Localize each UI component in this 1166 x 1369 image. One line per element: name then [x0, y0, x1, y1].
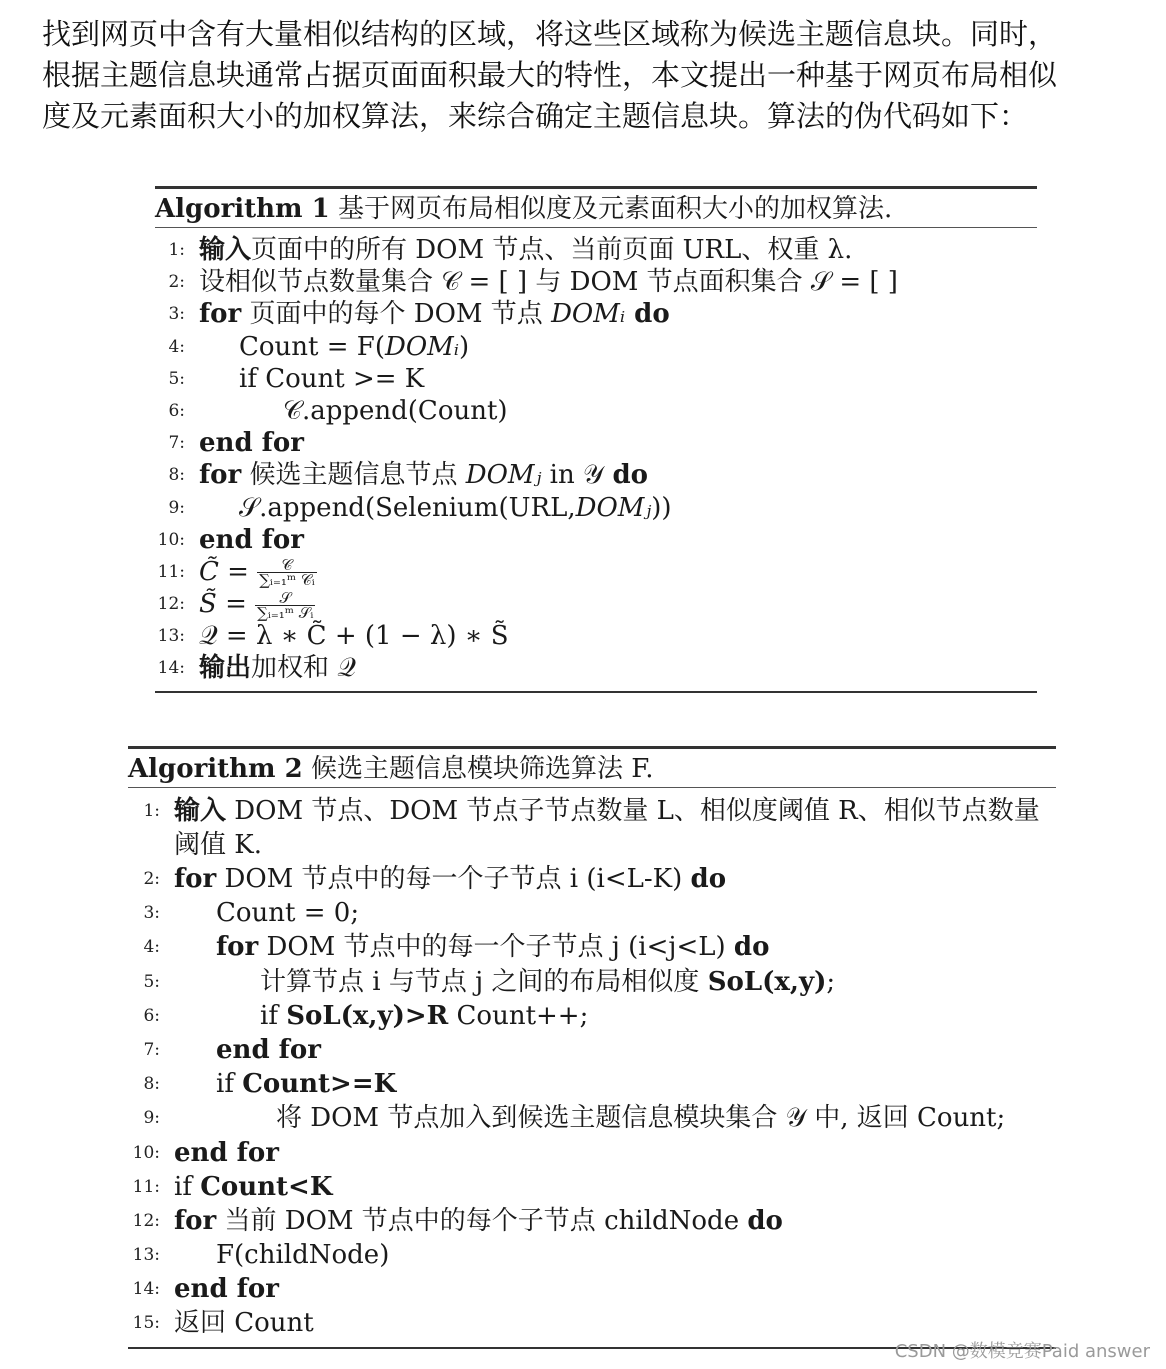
line-text: 𝒬 = λ ∗ C̃ + (1 − λ) ∗ S̃: [199, 621, 509, 652]
keyword: end for: [199, 524, 304, 555]
line-number: 12:: [157, 594, 185, 615]
line-text: 将 DOM 节点加入到候选主题信息模块集合 𝒴 中, 返回 Count;: [276, 1103, 1006, 1134]
keyword: end for: [199, 428, 304, 459]
line-number: 13:: [157, 626, 185, 647]
line-text: 当前 DOM 节点中的每个子节点 childNode: [216, 1205, 748, 1236]
line-text: 页面中的每个 DOM 节点: [241, 299, 552, 330]
algo-line: [155, 524, 1037, 556]
algo-line: [155, 492, 1037, 524]
line-number: 6:: [168, 400, 185, 421]
fraction: [257, 556, 317, 590]
line-number: 10:: [157, 529, 185, 550]
line-number: 1:: [168, 240, 185, 260]
line-text: F(childNode): [216, 1240, 390, 1271]
keyword: do: [747, 1205, 783, 1236]
algo-line: [128, 1306, 1056, 1340]
line-text: 加权和 𝒬: [251, 653, 356, 684]
algo-line: [128, 1238, 1056, 1272]
line-number: 7:: [168, 433, 185, 454]
algo-line: [128, 896, 1056, 930]
line-text: 𝒮.append(Selenium(URL,: [239, 492, 576, 523]
algo-line: [128, 862, 1056, 896]
line-number: 9:: [168, 497, 185, 518]
algo-line: [155, 588, 1037, 620]
line-number: 4:: [143, 937, 160, 958]
algo-line: [128, 1204, 1056, 1238]
intro-line: 根据主题信息块通常占据页面面积最大的特性，本文提出一种基于网页布局相似: [42, 58, 1058, 92]
algo-line: [155, 395, 1037, 427]
algorithm-label: Algorithm 1: [155, 194, 330, 224]
fraction: [255, 588, 315, 622]
line-number: 2:: [168, 272, 185, 293]
line-text: [174, 794, 1054, 862]
watermark: CSDN @数模竞赛Paid answer: [894, 1341, 1150, 1362]
algo-line: [155, 556, 1037, 588]
keyword: SoL(x,y)>R: [286, 1000, 449, 1031]
numerator: 𝒞: [257, 558, 317, 573]
algorithm-title: 基于网页布局相似度及元素面积大小的加权算法.: [337, 194, 893, 224]
algo-line: [128, 1272, 1056, 1306]
formula-lhs: C̃ =: [199, 556, 249, 587]
algo-line: [128, 794, 1056, 862]
variable: DOMᵢ: [551, 299, 626, 330]
line-text: DOM 节点、DOM 节点子节点数量 L、相似度阈值 R、相似节点数量阈值 K.: [174, 796, 1040, 860]
algo-line: [155, 234, 1037, 266]
formula-lhs: S̃ =: [199, 589, 247, 620]
intro-line: 找到网页中含有大量相似结构的区域，将这些区域称为候选主题信息块。同时，: [42, 17, 1058, 51]
line-number: 8:: [168, 465, 185, 486]
variable: DOMᵢ: [384, 331, 459, 362]
line-text: 𝒞.append(Count): [283, 395, 508, 426]
keyword: for: [174, 1205, 217, 1236]
variable: DOMⱼ: [465, 460, 542, 491]
denominator: ∑ᵢ₌₁ᵐ 𝒞ᵢ: [259, 571, 315, 590]
algo-line: [155, 298, 1037, 330]
algo-line: [128, 965, 1056, 999]
line-number: 11:: [132, 1176, 160, 1197]
algo-line: [128, 1067, 1056, 1101]
line-number: 5:: [168, 368, 185, 389]
algorithm-2-box: [128, 746, 1056, 1349]
algorithm-2-lines: [128, 788, 1056, 1347]
keyword: for: [199, 299, 242, 330]
line-text: ;: [826, 966, 836, 997]
line-text: 返回 Count: [174, 1308, 314, 1339]
algorithm-title: 候选主题信息模块筛选算法 F.: [310, 754, 654, 784]
line-text: DOM 节点中的每一个子节点 j (i<j<L): [258, 932, 734, 963]
keyword: end for: [174, 1274, 279, 1305]
algorithm-label: Algorithm 2: [128, 754, 303, 784]
numerator: 𝒮: [255, 591, 315, 606]
intro-paragraph: [42, 14, 1152, 137]
line-number: 1:: [143, 801, 160, 821]
keyword: Count<K: [200, 1171, 333, 1202]
line-text: ): [459, 331, 470, 362]
algo-line: [155, 427, 1037, 459]
intro-line: 度及元素面积大小的加权算法，来综合确定主题信息块。算法的伪代码如下：: [42, 99, 1029, 133]
line-number: 9:: [143, 1108, 160, 1129]
line-number: 5:: [143, 971, 160, 992]
algo-line: [128, 930, 1056, 964]
line-number: 12:: [132, 1210, 160, 1231]
line-number: 14:: [132, 1279, 160, 1300]
keyword: for: [216, 932, 259, 963]
keyword: end for: [174, 1137, 279, 1168]
line-number: 4:: [168, 336, 185, 357]
keyword: do: [603, 460, 648, 491]
algorithm-2-heading: [128, 749, 1056, 787]
algo-line: [155, 363, 1037, 395]
keyword: do: [690, 864, 727, 894]
keyword: Count>=K: [242, 1069, 397, 1100]
keyword: do: [625, 299, 670, 330]
keyword: end for: [216, 1034, 321, 1065]
line-text: 页面中的所有 DOM 节点、当前页面 URL、权重 λ.: [251, 235, 853, 265]
line-text: in 𝒴: [541, 460, 604, 491]
line-text: )): [651, 492, 672, 523]
line-text: if: [260, 1000, 287, 1031]
line-text: 计算节点 i 与节点 j 之间的布局相似度: [260, 966, 708, 997]
line-number: 2:: [143, 869, 160, 889]
keyword: 输入: [174, 796, 227, 826]
line-number: 3:: [168, 304, 185, 325]
keyword: for: [199, 460, 242, 491]
keyword: 输入: [199, 235, 252, 265]
line-text: Count = 0;: [216, 898, 360, 929]
line-number: 8:: [143, 1074, 160, 1095]
line-number: 14:: [157, 658, 185, 679]
line-number: 7:: [143, 1039, 160, 1060]
line-number: 10:: [132, 1142, 160, 1163]
algo-line: [155, 459, 1037, 491]
algo-line: [155, 266, 1037, 298]
keyword: 输出: [199, 653, 252, 684]
line-text: 设相似节点数量集合 𝒞 = [ ] 与 DOM 节点面积集合 𝒮 = [ ]: [199, 267, 898, 298]
line-number: 3:: [143, 903, 160, 924]
algo-line: [155, 652, 1037, 684]
algo-line: [128, 1101, 1056, 1135]
algorithm-1-lines: [155, 228, 1037, 691]
algo-line: [155, 620, 1037, 652]
keyword: do: [733, 932, 770, 963]
line-text: if: [174, 1171, 201, 1202]
variable: DOMⱼ: [575, 492, 652, 523]
line-text: DOM 节点中的每一个子节点 i (i<L-K): [216, 864, 691, 894]
keyword: for: [174, 864, 217, 894]
line-text: if: [216, 1069, 243, 1100]
line-number: 13:: [132, 1245, 160, 1266]
line-number: 15:: [132, 1313, 160, 1334]
line-number: 11:: [157, 561, 185, 582]
keyword: SoL(x,y): [707, 966, 827, 997]
line-number: 6:: [143, 1005, 160, 1026]
algo-line: [155, 331, 1037, 363]
line-text: 候选主题信息节点: [241, 460, 466, 491]
line-text: Count++;: [448, 1000, 589, 1031]
bottom-rule: [155, 691, 1037, 693]
algorithm-1-heading: [155, 189, 1037, 227]
algo-line: [128, 1136, 1056, 1170]
denominator: ∑ᵢ₌₁ᵐ 𝒮ᵢ: [257, 603, 314, 622]
algo-line: [128, 999, 1056, 1033]
algo-line: [128, 1033, 1056, 1067]
algorithm-1-box: [155, 186, 1037, 693]
line-text: if Count >= K: [239, 363, 425, 394]
algo-line: [128, 1170, 1056, 1204]
line-text: Count = F(: [239, 331, 385, 362]
